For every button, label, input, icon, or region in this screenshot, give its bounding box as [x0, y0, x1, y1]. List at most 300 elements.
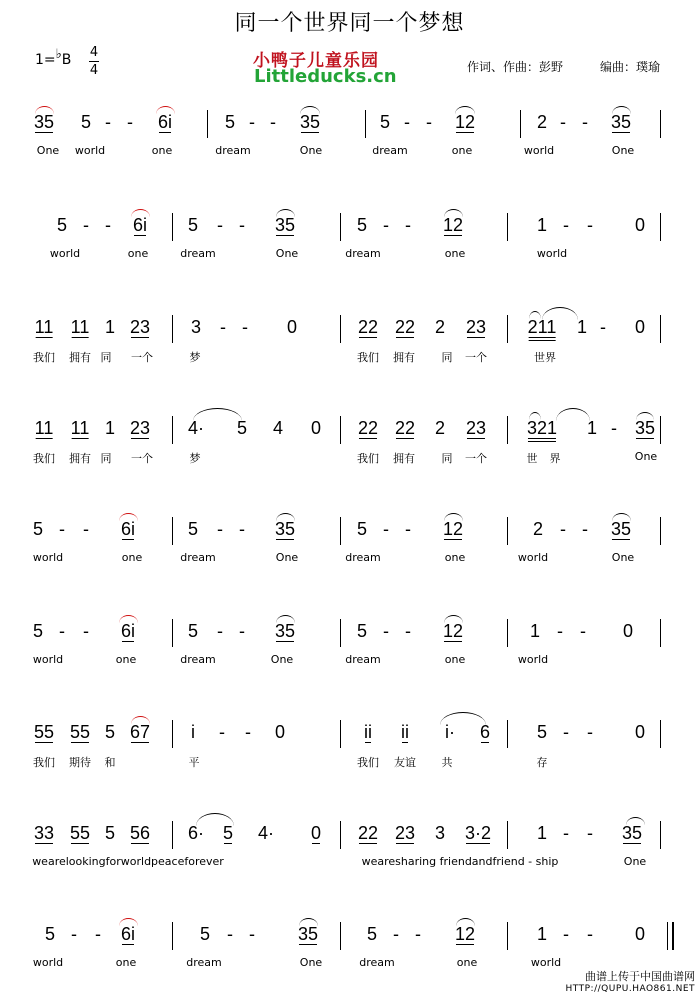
song-title: 同一个世界同一个梦想: [234, 11, 465, 36]
note: 4·: [257, 823, 275, 843]
extension-dash: -: [239, 215, 245, 235]
note: 5: [222, 823, 234, 843]
lyric: 拥有: [393, 452, 415, 465]
extension-dash: -: [242, 317, 248, 337]
lyric: 世: [526, 452, 538, 465]
note: 6i: [120, 621, 136, 641]
barline: [660, 720, 661, 748]
lyric: world: [530, 956, 562, 969]
note: 67: [129, 722, 151, 742]
barline: [340, 416, 341, 444]
note: 23: [465, 317, 487, 337]
note: 1: [586, 418, 598, 438]
barline: [340, 821, 341, 849]
extension-dash: -: [217, 621, 223, 641]
barline: [172, 922, 173, 950]
extension-dash: -: [217, 215, 223, 235]
note: 0: [310, 823, 322, 843]
extension-dash: -: [59, 621, 65, 641]
note: 35: [621, 823, 643, 843]
slur: [119, 513, 138, 521]
slur: [444, 209, 463, 217]
note: 5: [104, 722, 116, 742]
lyric: 一个: [131, 452, 153, 465]
note: 6i: [120, 924, 136, 944]
note: 11: [34, 418, 54, 438]
lyric: one: [456, 956, 478, 969]
logo-en: Littleducks.cn: [254, 66, 397, 87]
lyric: dream: [215, 144, 251, 157]
lyric: world: [49, 247, 81, 260]
note: 35: [634, 418, 656, 438]
note: 22: [394, 317, 416, 337]
note: 5: [32, 621, 44, 641]
note: 35: [274, 519, 296, 539]
lyric: 和: [104, 756, 116, 769]
lyric: dream: [359, 956, 395, 969]
lyric: dream: [345, 551, 381, 564]
extension-dash: -: [383, 621, 389, 641]
barline: [172, 416, 173, 444]
lyric: dream: [180, 653, 216, 666]
note: 0: [622, 621, 634, 641]
lyric: 一个: [131, 351, 153, 364]
note: 1: [104, 317, 116, 337]
barline: [507, 213, 508, 241]
extension-dash: -: [227, 924, 233, 944]
note: 35: [610, 519, 632, 539]
slur: [626, 817, 645, 825]
lyric: 一个: [465, 452, 487, 465]
lyric: 我们: [357, 452, 379, 465]
lyric: 我们: [33, 452, 55, 465]
note: i: [191, 722, 195, 742]
lyric: One: [611, 551, 635, 564]
slur: [276, 209, 295, 217]
extension-dash: -: [600, 317, 606, 337]
barline: [507, 416, 508, 444]
note: 2: [532, 519, 544, 539]
slur: [440, 712, 486, 725]
lyric: 拥有: [393, 351, 415, 364]
note: 5: [199, 924, 211, 944]
note: 35: [299, 112, 321, 132]
lyric: world: [523, 144, 555, 157]
note: 5: [379, 112, 391, 132]
key-note: B: [61, 52, 72, 68]
extension-dash: -: [219, 722, 225, 742]
note: 22: [357, 823, 379, 843]
slur: [131, 209, 150, 217]
note: 2: [536, 112, 548, 132]
lyric: One: [299, 956, 323, 969]
note: i·: [445, 722, 455, 742]
watermark-line2: HTTP://QUPU.HAO861.NET: [565, 984, 695, 994]
lyric: 拥有: [69, 452, 91, 465]
lyric: one: [444, 551, 466, 564]
note: 5: [80, 112, 92, 132]
note: 6i: [132, 215, 148, 235]
extension-dash: -: [59, 519, 65, 539]
key-signature: [35, 47, 72, 68]
extension-dash: -: [415, 924, 421, 944]
extension-dash: -: [245, 722, 251, 742]
lyric: 我们: [357, 351, 379, 364]
barline: [207, 110, 208, 138]
lyric: One: [611, 144, 635, 157]
barline: [660, 416, 661, 444]
lyric: One: [634, 450, 658, 463]
note: 0: [310, 418, 322, 438]
slur: [156, 106, 175, 114]
note: 5: [236, 418, 248, 438]
barline: [340, 619, 341, 647]
note: 5: [187, 215, 199, 235]
note: 23: [394, 823, 416, 843]
note: 5: [56, 215, 68, 235]
barline: [660, 213, 661, 241]
music-system-7: [0, 710, 699, 790]
extension-dash: -: [563, 722, 569, 742]
lyric: 同: [441, 351, 453, 364]
note: 33: [33, 823, 55, 843]
note: 55: [69, 823, 91, 843]
extension-dash: -: [587, 924, 593, 944]
slur: [444, 513, 463, 521]
lyric: 我们: [357, 756, 379, 769]
note: 5: [356, 215, 368, 235]
barline: [507, 922, 508, 950]
barline: [340, 922, 341, 950]
barline: [172, 619, 173, 647]
extension-dash: -: [71, 924, 77, 944]
extension-dash: -: [580, 621, 586, 641]
lyric: one: [444, 247, 466, 260]
extension-dash: -: [557, 621, 563, 641]
extension-dash: -: [249, 112, 255, 132]
lyric: dream: [180, 247, 216, 260]
note: 4·: [187, 418, 205, 438]
note: 12: [442, 621, 464, 641]
barline: [507, 315, 508, 343]
extension-dash: -: [405, 519, 411, 539]
extension-dash: -: [582, 112, 588, 132]
note: 3: [434, 823, 446, 843]
note: 5: [356, 621, 368, 641]
slur: [35, 106, 54, 114]
note: 5: [356, 519, 368, 539]
note: 6i: [120, 519, 136, 539]
extension-dash: -: [587, 722, 593, 742]
music-system-2: [0, 203, 699, 283]
extension-dash: -: [383, 519, 389, 539]
slur: [612, 513, 631, 521]
note: 6i: [157, 112, 173, 132]
lyric: 存: [536, 756, 548, 769]
note: 22: [357, 317, 379, 337]
music-system-8: [0, 811, 699, 891]
note: 11: [70, 418, 90, 438]
slur: [276, 615, 295, 623]
barline: [507, 720, 508, 748]
lyric: one: [127, 247, 149, 260]
extension-dash: -: [426, 112, 432, 132]
extension-dash: -: [563, 215, 569, 235]
extension-dash: -: [220, 317, 226, 337]
flat-sign: ♭: [55, 47, 62, 62]
note: 12: [442, 519, 464, 539]
slur: [456, 918, 475, 926]
barline: [172, 821, 173, 849]
lyricist-credit: 作词、作曲：彭野: [467, 60, 564, 74]
barline: [172, 720, 173, 748]
note: 56: [129, 823, 151, 843]
note: 5: [104, 823, 116, 843]
note: 5: [187, 519, 199, 539]
note: 3: [190, 317, 202, 337]
barline-thin: [667, 922, 668, 950]
note: 5: [187, 621, 199, 641]
slur: [196, 813, 234, 826]
slur: [131, 716, 150, 724]
lyric: 我们: [33, 351, 55, 364]
note: 0: [634, 924, 646, 944]
note: 6·: [187, 823, 205, 843]
note: 321: [526, 418, 558, 438]
note: 5: [32, 519, 44, 539]
lyric: 同: [100, 452, 112, 465]
extension-dash: -: [611, 418, 617, 438]
barline: [172, 213, 173, 241]
music-system-6: [0, 609, 699, 689]
lyric: 同: [100, 351, 112, 364]
music-system-4: [0, 406, 699, 486]
lyric: 共: [441, 756, 453, 769]
note: 0: [634, 317, 646, 337]
lyric: world: [517, 653, 549, 666]
barline: [507, 821, 508, 849]
note: 0: [274, 722, 286, 742]
slur: [444, 615, 463, 623]
lyric: One: [275, 247, 299, 260]
note: 0: [286, 317, 298, 337]
lyric: 世界: [534, 351, 556, 364]
music-system-1: [0, 100, 699, 180]
note: 12: [442, 215, 464, 235]
note: ii: [401, 722, 409, 742]
lyric: one: [451, 144, 473, 157]
slur: [612, 106, 631, 114]
extension-dash: -: [239, 519, 245, 539]
extension-dash: -: [404, 112, 410, 132]
lyric: 我们: [33, 756, 55, 769]
arranger-credit: 编曲：璞瑜: [600, 60, 661, 74]
note: 3·2: [464, 823, 492, 843]
lyric: 平: [188, 756, 200, 769]
slur: [542, 307, 578, 320]
note: 22: [394, 418, 416, 438]
extension-dash: -: [393, 924, 399, 944]
note: 23: [129, 418, 151, 438]
lyric: One: [36, 144, 60, 157]
lyric: 梦: [189, 351, 201, 364]
lyric: world: [74, 144, 106, 157]
extension-dash: -: [83, 621, 89, 641]
note: 6: [479, 722, 491, 742]
extension-dash: -: [563, 823, 569, 843]
extension-dash: -: [239, 621, 245, 641]
slur: [455, 106, 475, 114]
slur: [119, 615, 138, 623]
note: 1: [104, 418, 116, 438]
extension-dash: -: [105, 215, 111, 235]
lyric: one: [151, 144, 173, 157]
extension-dash: -: [217, 519, 223, 539]
barline: [520, 110, 521, 138]
lyric: wearelookingforworldpeaceforever: [32, 855, 224, 868]
time-signature: [88, 44, 100, 79]
extension-dash: -: [587, 215, 593, 235]
extension-dash: -: [249, 924, 255, 944]
lyric: world: [32, 653, 64, 666]
note: 0: [634, 722, 646, 742]
lyric: one: [115, 956, 137, 969]
time-bottom: 4: [89, 63, 99, 78]
note: 2: [434, 418, 446, 438]
note: 5: [366, 924, 378, 944]
lyric: world: [517, 551, 549, 564]
extension-dash: -: [270, 112, 276, 132]
lyric: 拥有: [69, 351, 91, 364]
key-prefix: 1=: [35, 52, 56, 68]
lyric: One: [275, 551, 299, 564]
note: 35: [610, 112, 632, 132]
note: 5: [224, 112, 236, 132]
note: 35: [274, 621, 296, 641]
barline: [672, 922, 674, 950]
note: 1: [536, 215, 548, 235]
music-system-5: [0, 507, 699, 587]
slur: [556, 408, 590, 421]
barline: [660, 315, 661, 343]
watermark-line1: 曲谱上传于中国曲谱网: [585, 970, 695, 983]
slur: [299, 918, 318, 926]
note: 5: [44, 924, 56, 944]
barline: [660, 619, 661, 647]
extension-dash: -: [560, 519, 566, 539]
lyric: 期待: [69, 756, 91, 769]
note: 5: [536, 722, 548, 742]
extension-dash: -: [383, 215, 389, 235]
lyric: 友谊: [394, 756, 416, 769]
lyric: dream: [186, 956, 222, 969]
extension-dash: -: [587, 823, 593, 843]
barline: [340, 517, 341, 545]
note: 11: [34, 317, 54, 337]
note: 35: [33, 112, 55, 132]
note: 1: [536, 924, 548, 944]
barline: [340, 720, 341, 748]
lyric: One: [623, 855, 647, 868]
note: 23: [129, 317, 151, 337]
barline: [340, 213, 341, 241]
lyric: 界: [549, 452, 561, 465]
barline: [340, 315, 341, 343]
barline: [507, 517, 508, 545]
lyric: wearesharing friendandfriend - ship: [361, 855, 559, 868]
lyric: dream: [345, 247, 381, 260]
slur: [193, 408, 242, 421]
lyric: one: [121, 551, 143, 564]
barline: [507, 619, 508, 647]
lyric: world: [32, 956, 64, 969]
barline: [365, 110, 366, 138]
lyric: 梦: [189, 452, 201, 465]
note: 12: [454, 924, 476, 944]
note: 35: [297, 924, 319, 944]
lyric: dream: [372, 144, 408, 157]
music-system-3: [0, 305, 699, 385]
slur: [636, 412, 654, 420]
note: 35: [274, 215, 296, 235]
barline: [660, 517, 661, 545]
barline: [660, 110, 661, 138]
lyric: 一个: [465, 351, 487, 364]
extension-dash: -: [127, 112, 133, 132]
note: 22: [357, 418, 379, 438]
watermark: [566, 970, 695, 996]
slur: [529, 311, 541, 319]
lyric: world: [32, 551, 64, 564]
extension-dash: -: [95, 924, 101, 944]
logo-cn: 小鸭子儿童乐园: [253, 51, 379, 71]
extension-dash: -: [405, 215, 411, 235]
note: 1: [529, 621, 541, 641]
slur: [276, 513, 295, 521]
note: 12: [454, 112, 476, 132]
note: 23: [465, 418, 487, 438]
slur: [529, 412, 541, 420]
extension-dash: -: [83, 519, 89, 539]
lyric: world: [536, 247, 568, 260]
note: 1: [536, 823, 548, 843]
time-top: 4: [89, 45, 99, 60]
lyric: One: [299, 144, 323, 157]
barline: [172, 315, 173, 343]
lyric: dream: [345, 653, 381, 666]
lyric: 同: [441, 452, 453, 465]
note: 211: [527, 317, 557, 337]
note: 2: [434, 317, 446, 337]
lyric: dream: [180, 551, 216, 564]
note: 0: [634, 215, 646, 235]
extension-dash: -: [405, 621, 411, 641]
note: 55: [69, 722, 91, 742]
barline: [660, 821, 661, 849]
note: ii: [364, 722, 372, 742]
extension-dash: -: [105, 112, 111, 132]
barline: [172, 517, 173, 545]
note: 1: [576, 317, 588, 337]
slur: [300, 106, 320, 114]
lyric: One: [270, 653, 294, 666]
extension-dash: -: [83, 215, 89, 235]
lyric: one: [115, 653, 137, 666]
note: 55: [33, 722, 55, 742]
lyric: one: [444, 653, 466, 666]
extension-dash: -: [560, 112, 566, 132]
extension-dash: -: [582, 519, 588, 539]
